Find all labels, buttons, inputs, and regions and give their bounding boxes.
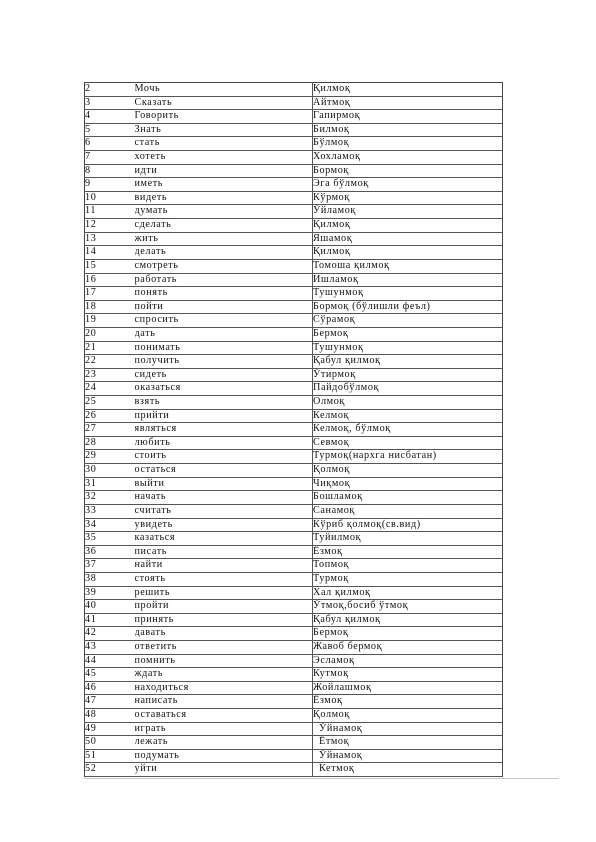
table-row [85,464,503,478]
table-row [85,327,503,341]
table-row [85,491,503,505]
row-number: 23 [85,368,135,382]
uzbek-translation: Топмоқ [313,559,350,571]
russian-word: находиться [135,681,313,695]
uzbek-translation-cell [313,137,503,151]
row-number: 21 [85,341,135,355]
uzbek-translation: Ўйнамоқ [319,722,363,734]
uzbek-translation-cell [313,695,503,709]
uzbek-translation-cell [313,722,503,736]
uzbek-translation: Сўрамоқ [313,314,356,326]
row-number: 52 [85,763,135,777]
row-number: 28 [85,436,135,450]
row-number: 36 [85,545,135,559]
uzbek-translation-cell [313,559,503,573]
row-number: 48 [85,709,135,723]
uzbek-translation-cell [313,314,503,328]
uzbek-translation: Айтмоқ [313,96,351,108]
uzbek-translation-cell [313,450,503,464]
row-number: 7 [85,151,135,165]
uzbek-translation: Бўлмоқ [313,137,350,149]
uzbek-translation: Чиқмоқ [313,477,351,489]
uzbek-translation-cell [313,382,503,396]
uzbek-translation-cell [313,749,503,763]
russian-word: сидеть [135,368,313,382]
russian-word: Сказать [135,96,313,110]
uzbek-translation-cell [313,246,503,260]
row-number: 34 [85,518,135,532]
row-number: 11 [85,205,135,219]
uzbek-translation-cell [313,178,503,192]
row-number: 24 [85,382,135,396]
row-number: 33 [85,504,135,518]
row-number: 6 [85,137,135,151]
row-number: 50 [85,736,135,750]
uzbek-translation-cell [313,300,503,314]
uzbek-translation: Ётмоқ [319,736,350,748]
row-number: 5 [85,123,135,137]
vocabulary-table [84,82,503,777]
uzbek-translation: Қилмоқ [313,246,351,258]
uzbek-translation-cell [313,368,503,382]
uzbek-translation-cell [313,763,503,777]
uzbek-translation-cell [313,532,503,546]
table-row [85,300,503,314]
russian-word: стоять [135,572,313,586]
table-row [85,287,503,301]
table-row [85,164,503,178]
table-row [85,151,503,165]
uzbek-translation-cell [313,273,503,287]
russian-word: оказаться [135,382,313,396]
row-number: 17 [85,287,135,301]
table-row [85,368,503,382]
russian-word: подумать [135,749,313,763]
table-row [85,722,503,736]
table-row [85,627,503,641]
table-row [85,600,503,614]
table-row [85,205,503,219]
russian-word: выйти [135,477,313,491]
vocabulary-table-body [85,83,503,777]
uzbek-translation-cell [313,586,503,600]
uzbek-translation: Кўриб қолмоқ(св.вид) [313,518,421,530]
uzbek-translation-cell [313,191,503,205]
russian-word: понимать [135,341,313,355]
uzbek-translation: Олмоқ [313,396,345,408]
uzbek-translation: Билмоқ [313,123,350,135]
table-row [85,532,503,546]
row-number: 45 [85,668,135,682]
uzbek-translation: Ўйнамоқ [319,749,363,761]
uzbek-translation-cell [313,409,503,423]
russian-word: ответить [135,640,313,654]
uzbek-translation: Жойлашмоқ [313,681,372,693]
table-row [85,749,503,763]
russian-word: писать [135,545,313,559]
russian-word: работать [135,273,313,287]
table-row [85,83,503,97]
uzbek-translation-cell [313,464,503,478]
russian-word: уйти [135,763,313,777]
uzbek-translation: Жавоб бермоқ [313,640,383,652]
russian-word: написать [135,695,313,709]
table-row [85,559,503,573]
uzbek-translation-cell [313,355,503,369]
russian-word: смотреть [135,259,313,273]
table-row [85,668,503,682]
row-number: 39 [85,586,135,600]
row-number: 3 [85,96,135,110]
row-number: 44 [85,654,135,668]
uzbek-translation: Яшамоқ [313,232,353,244]
uzbek-translation: Қабул қилмоқ [313,355,381,367]
uzbek-translation: Келмоқ [313,409,350,421]
uzbek-translation: Тушунмоқ [313,341,364,353]
uzbek-translation: Бормоқ [313,164,349,176]
russian-word: думать [135,205,313,219]
russian-word: Мочь [135,83,313,97]
uzbek-translation: Қолмоқ [313,464,350,476]
uzbek-translation-cell [313,123,503,137]
row-number: 9 [85,178,135,192]
table-row [85,504,503,518]
russian-word: сделать [135,219,313,233]
uzbek-translation-cell [313,327,503,341]
row-number: 38 [85,572,135,586]
table-row [85,681,503,695]
table-row [85,396,503,410]
row-number: 35 [85,532,135,546]
russian-word: Знать [135,123,313,137]
uzbek-translation: Пайдобўлмоқ [313,382,380,394]
uzbek-translation: Санамоқ [313,504,355,516]
table-row [85,572,503,586]
russian-word: считать [135,504,313,518]
uzbek-translation-cell [313,205,503,219]
uzbek-translation: Кўрмоқ [313,191,350,203]
uzbek-translation-cell [313,110,503,124]
row-number: 40 [85,600,135,614]
russian-word: пойти [135,300,313,314]
table-row [85,436,503,450]
row-number: 12 [85,219,135,233]
uzbek-translation: Қабул қилмоқ [313,613,381,625]
uzbek-translation: Ўйламоқ [313,205,356,217]
table-row [85,341,503,355]
uzbek-translation-cell [313,640,503,654]
uzbek-translation: Бошламоқ [313,491,363,503]
table-row [85,654,503,668]
uzbek-translation-cell [313,491,503,505]
table-row [85,640,503,654]
row-number: 37 [85,559,135,573]
uzbek-translation: Эга бўлмоқ [313,178,369,190]
row-number: 47 [85,695,135,709]
row-number: 25 [85,396,135,410]
table-row [85,246,503,260]
uzbek-translation: Эсламоқ [313,654,355,666]
uzbek-translation-cell [313,436,503,450]
uzbek-translation-cell [313,545,503,559]
uzbek-translation: Тушунмоқ [313,287,364,299]
uzbek-translation: Ўтирмоқ [313,368,356,380]
uzbek-translation-cell [313,668,503,682]
row-number: 41 [85,613,135,627]
russian-word: ждать [135,668,313,682]
uzbek-translation-cell [313,572,503,586]
table-row [85,423,503,437]
table-row [85,518,503,532]
uzbek-translation: Турмоқ [313,572,349,584]
uzbek-translation-cell [313,736,503,750]
russian-word: понять [135,287,313,301]
uzbek-translation: Турмоқ(нархга нисбатан) [313,450,437,462]
row-number: 22 [85,355,135,369]
table-row [85,736,503,750]
row-number: 46 [85,681,135,695]
russian-word: видеть [135,191,313,205]
russian-word: начать [135,491,313,505]
row-number: 4 [85,110,135,124]
russian-word: лежать [135,736,313,750]
row-number: 42 [85,627,135,641]
row-number: 51 [85,749,135,763]
uzbek-translation-cell [313,709,503,723]
russian-word: иметь [135,178,313,192]
row-number: 20 [85,327,135,341]
uzbek-translation-cell [313,423,503,437]
russian-word: получить [135,355,313,369]
uzbek-translation: Томоша қилмоқ [313,259,390,271]
russian-word: стать [135,137,313,151]
uzbek-translation-cell [313,232,503,246]
russian-word: Говорить [135,110,313,124]
uzbek-translation: Кутмоқ [313,668,349,680]
uzbek-translation-cell [313,164,503,178]
table-row [85,355,503,369]
uzbek-translation: Бормоқ (бўлишли феъл) [313,300,431,312]
russian-word: остаться [135,464,313,478]
table-row [85,382,503,396]
uzbek-translation-cell [313,396,503,410]
russian-word: найти [135,559,313,573]
russian-word: помнить [135,654,313,668]
russian-word: оставаться [135,709,313,723]
russian-word: спросить [135,314,313,328]
table-row [85,191,503,205]
uzbek-translation-cell [313,627,503,641]
table-row [85,409,503,423]
row-number: 14 [85,246,135,260]
russian-word: любить [135,436,313,450]
uzbek-translation: Қилмоқ [313,83,351,94]
table-row [85,259,503,273]
table-row [85,110,503,124]
russian-word: играть [135,722,313,736]
uzbek-translation-cell [313,477,503,491]
russian-word: дать [135,327,313,341]
row-number: 18 [85,300,135,314]
russian-word: решить [135,586,313,600]
uzbek-translation: Туйилмоқ [313,532,362,544]
russian-word: пройти [135,600,313,614]
table-row [85,178,503,192]
russian-word: казаться [135,532,313,546]
row-number: 43 [85,640,135,654]
table-row [85,137,503,151]
russian-word: жить [135,232,313,246]
uzbek-translation-cell [313,341,503,355]
table-row [85,232,503,246]
uzbek-translation: Гапирмоқ [313,110,361,122]
uzbek-translation-cell [313,83,503,97]
uzbek-translation: Ёзмоқ [313,695,343,707]
table-row [85,219,503,233]
russian-word: делать [135,246,313,260]
table-row [85,613,503,627]
uzbek-translation: Хал қилмоқ [313,586,371,598]
row-number: 16 [85,273,135,287]
russian-word: являться [135,423,313,437]
row-number: 30 [85,464,135,478]
table-row [85,709,503,723]
russian-word: идти [135,164,313,178]
russian-word: прийти [135,409,313,423]
uzbek-translation: Бермоқ [313,327,349,339]
row-number: 8 [85,164,135,178]
table-row [85,96,503,110]
uzbek-translation: Келмоқ, бўлмоқ [313,423,391,435]
row-number: 27 [85,423,135,437]
row-number: 2 [85,83,135,97]
uzbek-translation: Севмоқ [313,436,350,448]
uzbek-translation: Ишламоқ [313,273,359,285]
row-number: 31 [85,477,135,491]
table-row [85,314,503,328]
table-row [85,695,503,709]
uzbek-translation-cell [313,600,503,614]
page-footer-rule [84,778,559,779]
russian-word: давать [135,627,313,641]
uzbek-translation: Қилмоқ [313,219,351,231]
table-row [85,273,503,287]
uzbek-translation: Кетмоқ [319,763,355,775]
uzbek-translation: Хохламоқ [313,151,361,163]
russian-word: увидеть [135,518,313,532]
row-number: 10 [85,191,135,205]
table-row [85,763,503,777]
uzbek-translation: Бермоқ [313,627,349,639]
table-row [85,586,503,600]
uzbek-translation: Қолмоқ [313,709,350,721]
row-number: 29 [85,450,135,464]
row-number: 15 [85,259,135,273]
uzbek-translation: Ўтмоқ,босиб ўтмоқ [313,600,409,612]
uzbek-translation: Ёзмоқ [313,545,343,557]
uzbek-translation-cell [313,219,503,233]
uzbek-translation-cell [313,259,503,273]
row-number: 32 [85,491,135,505]
uzbek-translation-cell [313,518,503,532]
russian-word: стоить [135,450,313,464]
row-number: 13 [85,232,135,246]
uzbek-translation-cell [313,504,503,518]
uzbek-translation-cell [313,654,503,668]
uzbek-translation-cell [313,151,503,165]
russian-word: взять [135,396,313,410]
table-row [85,450,503,464]
table-row [85,545,503,559]
uzbek-translation-cell [313,613,503,627]
uzbek-translation-cell [313,96,503,110]
table-row [85,477,503,491]
russian-word: принять [135,613,313,627]
uzbek-translation-cell [313,287,503,301]
russian-word: хотеть [135,151,313,165]
row-number: 49 [85,722,135,736]
uzbek-translation-cell [313,681,503,695]
table-row [85,123,503,137]
row-number: 19 [85,314,135,328]
row-number: 26 [85,409,135,423]
